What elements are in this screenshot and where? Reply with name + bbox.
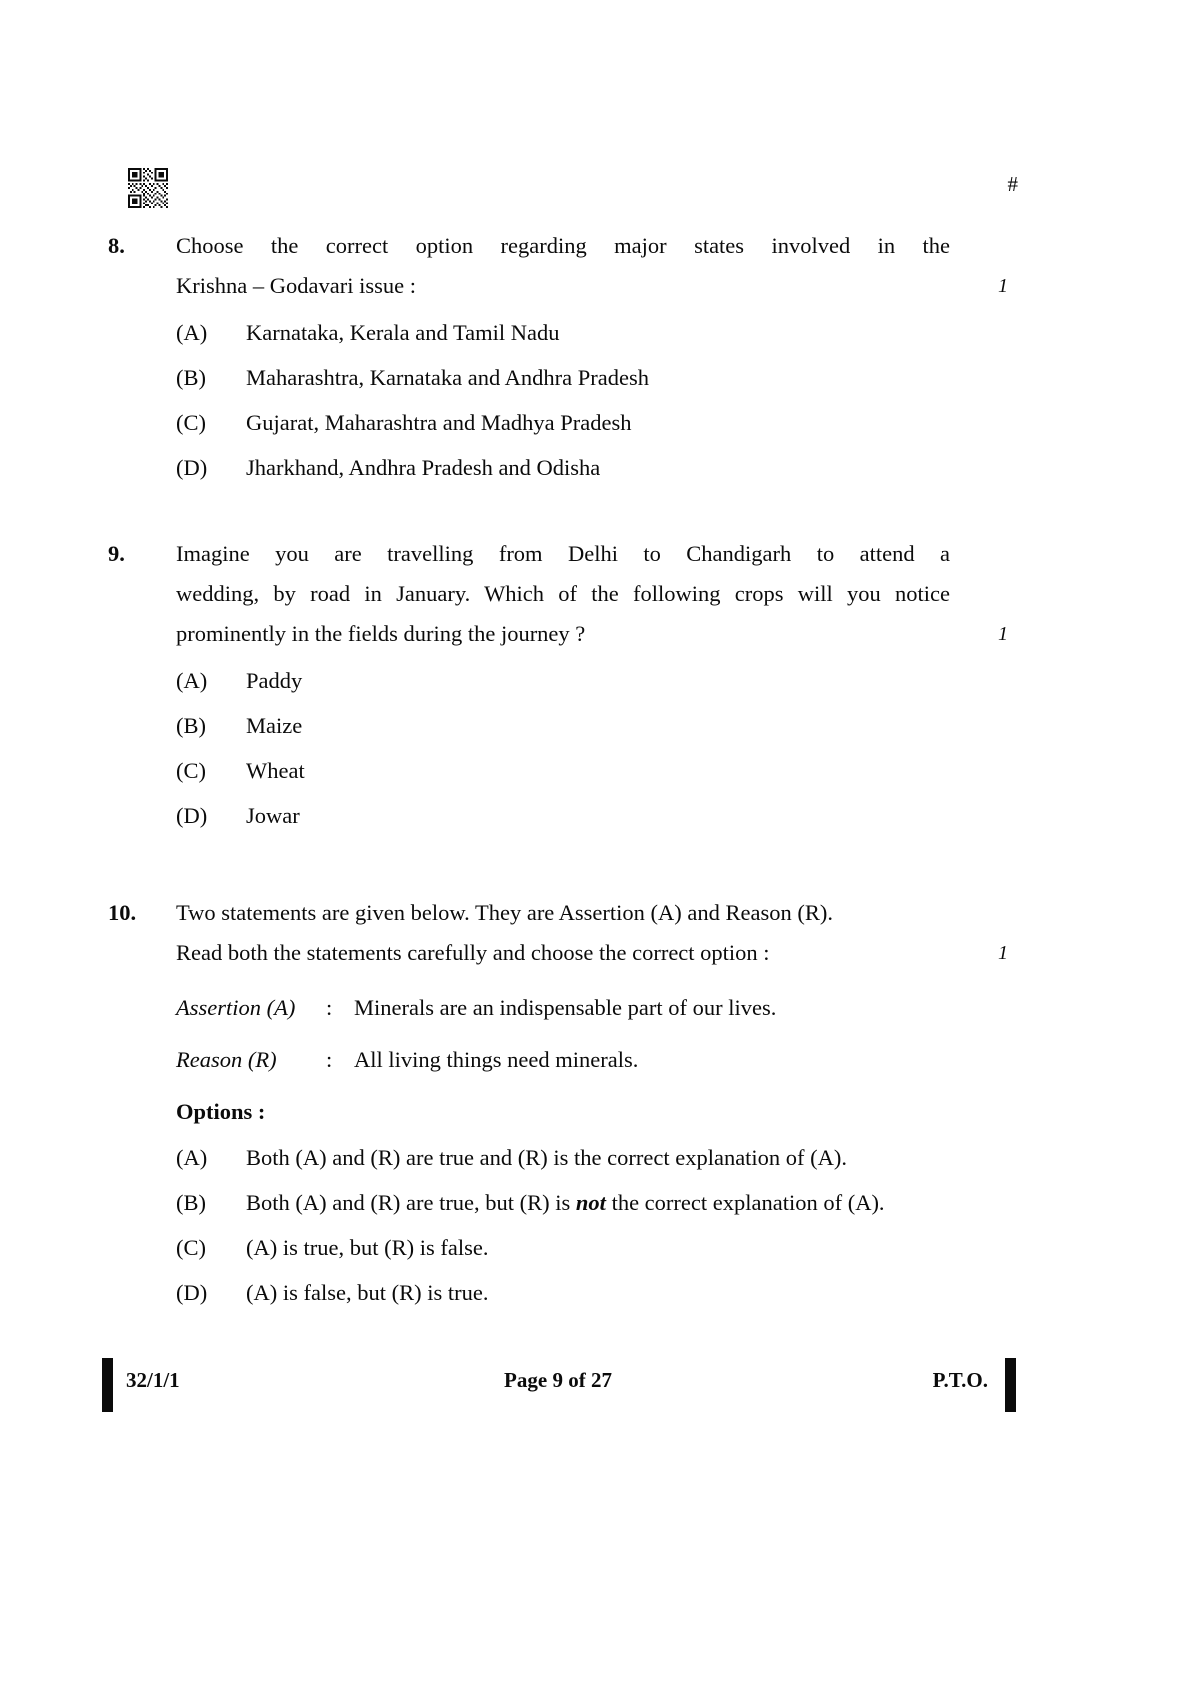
option-item[interactable] xyxy=(176,361,1008,395)
option-item[interactable] xyxy=(176,1231,1008,1265)
question-10-number: 10. xyxy=(108,900,137,925)
option-label: Maharashtra, Karnataka and Andhra Pradesh xyxy=(246,365,649,390)
option-item[interactable] xyxy=(176,316,1008,350)
question-9-text xyxy=(176,534,950,654)
question-9-header xyxy=(108,534,1008,654)
option-item[interactable] xyxy=(176,709,1008,743)
option-key: (A) xyxy=(176,320,208,345)
question-10-header xyxy=(108,893,1008,973)
page-header xyxy=(128,168,1018,214)
option-label-before: Both (A) and (R) are true, but (R) is xyxy=(246,1190,576,1215)
reason-row xyxy=(176,1043,1008,1077)
options-heading: Options : xyxy=(176,1099,266,1124)
option-key: (D) xyxy=(176,803,208,828)
option-item[interactable] xyxy=(176,406,1008,440)
option-key: (C) xyxy=(176,758,206,783)
option-label: Maize xyxy=(246,713,303,738)
option-label: Gujarat, Maharashtra and Madhya Pradesh xyxy=(246,410,632,435)
option-item[interactable] xyxy=(176,1276,1008,1310)
footer-bar-right xyxy=(1005,1358,1016,1412)
option-key: (B) xyxy=(176,713,206,738)
option-key: (D) xyxy=(176,455,208,480)
question-10 xyxy=(108,893,1008,1321)
option-key: (D) xyxy=(176,1280,208,1305)
question-8-marks: 1 xyxy=(998,275,1008,297)
option-key: (A) xyxy=(176,668,208,693)
question-9-options xyxy=(176,664,1008,833)
assertion-text: Minerals are an indispensable part of our lives. xyxy=(354,995,777,1020)
question-10-text-line-1: Two statements are given below. They are Assertion (A) and Reason (R). xyxy=(176,900,833,925)
option-key: (A) xyxy=(176,1145,208,1170)
qr-code-icon xyxy=(128,168,168,208)
question-8-number: 8. xyxy=(108,233,125,258)
reason-text: All living things need minerals. xyxy=(354,1047,639,1072)
pto-label: P.T.O. xyxy=(932,1368,988,1392)
question-10-text-line-2: Read both the statements carefully and choose the correct option : xyxy=(176,940,770,965)
assertion-row xyxy=(176,991,1008,1025)
option-label-emphasis: not xyxy=(575,1190,606,1215)
option-label-after: the correct explanation of (A). xyxy=(605,1190,885,1215)
option-label: Wheat xyxy=(246,758,305,783)
question-9-marks: 1 xyxy=(998,623,1008,645)
option-label xyxy=(246,1186,1008,1220)
question-10-text xyxy=(176,893,950,973)
option-item[interactable] xyxy=(176,1186,1008,1220)
option-key: (B) xyxy=(176,1190,206,1215)
question-8-text-line-2: Krishna – Godavari issue : xyxy=(176,273,416,298)
option-item[interactable] xyxy=(176,664,1008,698)
option-key: (B) xyxy=(176,365,206,390)
option-key: (C) xyxy=(176,410,206,435)
assertion-label: Assertion (A) xyxy=(176,995,296,1020)
question-9-number: 9. xyxy=(108,541,125,566)
option-item[interactable] xyxy=(176,1141,1008,1175)
option-label: Karnataka, Kerala and Tamil Nadu xyxy=(246,320,560,345)
question-8-options xyxy=(176,316,1008,485)
question-8-text xyxy=(176,226,950,306)
assertion-colon: : xyxy=(326,995,333,1020)
option-item[interactable] xyxy=(176,754,1008,788)
option-item[interactable] xyxy=(176,451,1008,485)
question-8-header xyxy=(108,226,1008,306)
question-8 xyxy=(108,226,1008,496)
question-9-text-line-3: prominently in the fields during the journey ? xyxy=(176,621,586,646)
question-9-text-line-1: Imagine you are travelling from Delhi to Chandigarh to attend a xyxy=(176,541,950,566)
question-9 xyxy=(108,534,1008,844)
option-item[interactable] xyxy=(176,799,1008,833)
option-label: Jowar xyxy=(246,803,300,828)
option-label: (A) is false, but (R) is true. xyxy=(246,1280,489,1305)
option-label: Jharkhand, Andhra Pradesh and Odisha xyxy=(246,455,601,480)
option-label: (A) is true, but (R) is false. xyxy=(246,1235,489,1260)
paper-code: 32/1/1 xyxy=(126,1368,180,1392)
option-label: Paddy xyxy=(246,668,303,693)
question-10-marks: 1 xyxy=(998,942,1008,964)
page-number: Page 9 of 27 xyxy=(504,1368,612,1392)
page-footer xyxy=(108,1358,1008,1414)
reason-label: Reason (R) xyxy=(176,1047,277,1072)
option-label: Both (A) and (R) are true and (R) is the correct explanation of (A). xyxy=(246,1145,848,1170)
question-10-options xyxy=(176,1141,1008,1310)
reason-colon: : xyxy=(326,1047,333,1072)
hash-marker: # xyxy=(1007,172,1018,196)
question-8-text-line-1: Choose the correct option regarding major states involved in the xyxy=(176,233,950,258)
option-key: (C) xyxy=(176,1235,206,1260)
question-9-text-line-2: wedding, by road in January. Which of the following crops will you notice xyxy=(176,581,950,606)
